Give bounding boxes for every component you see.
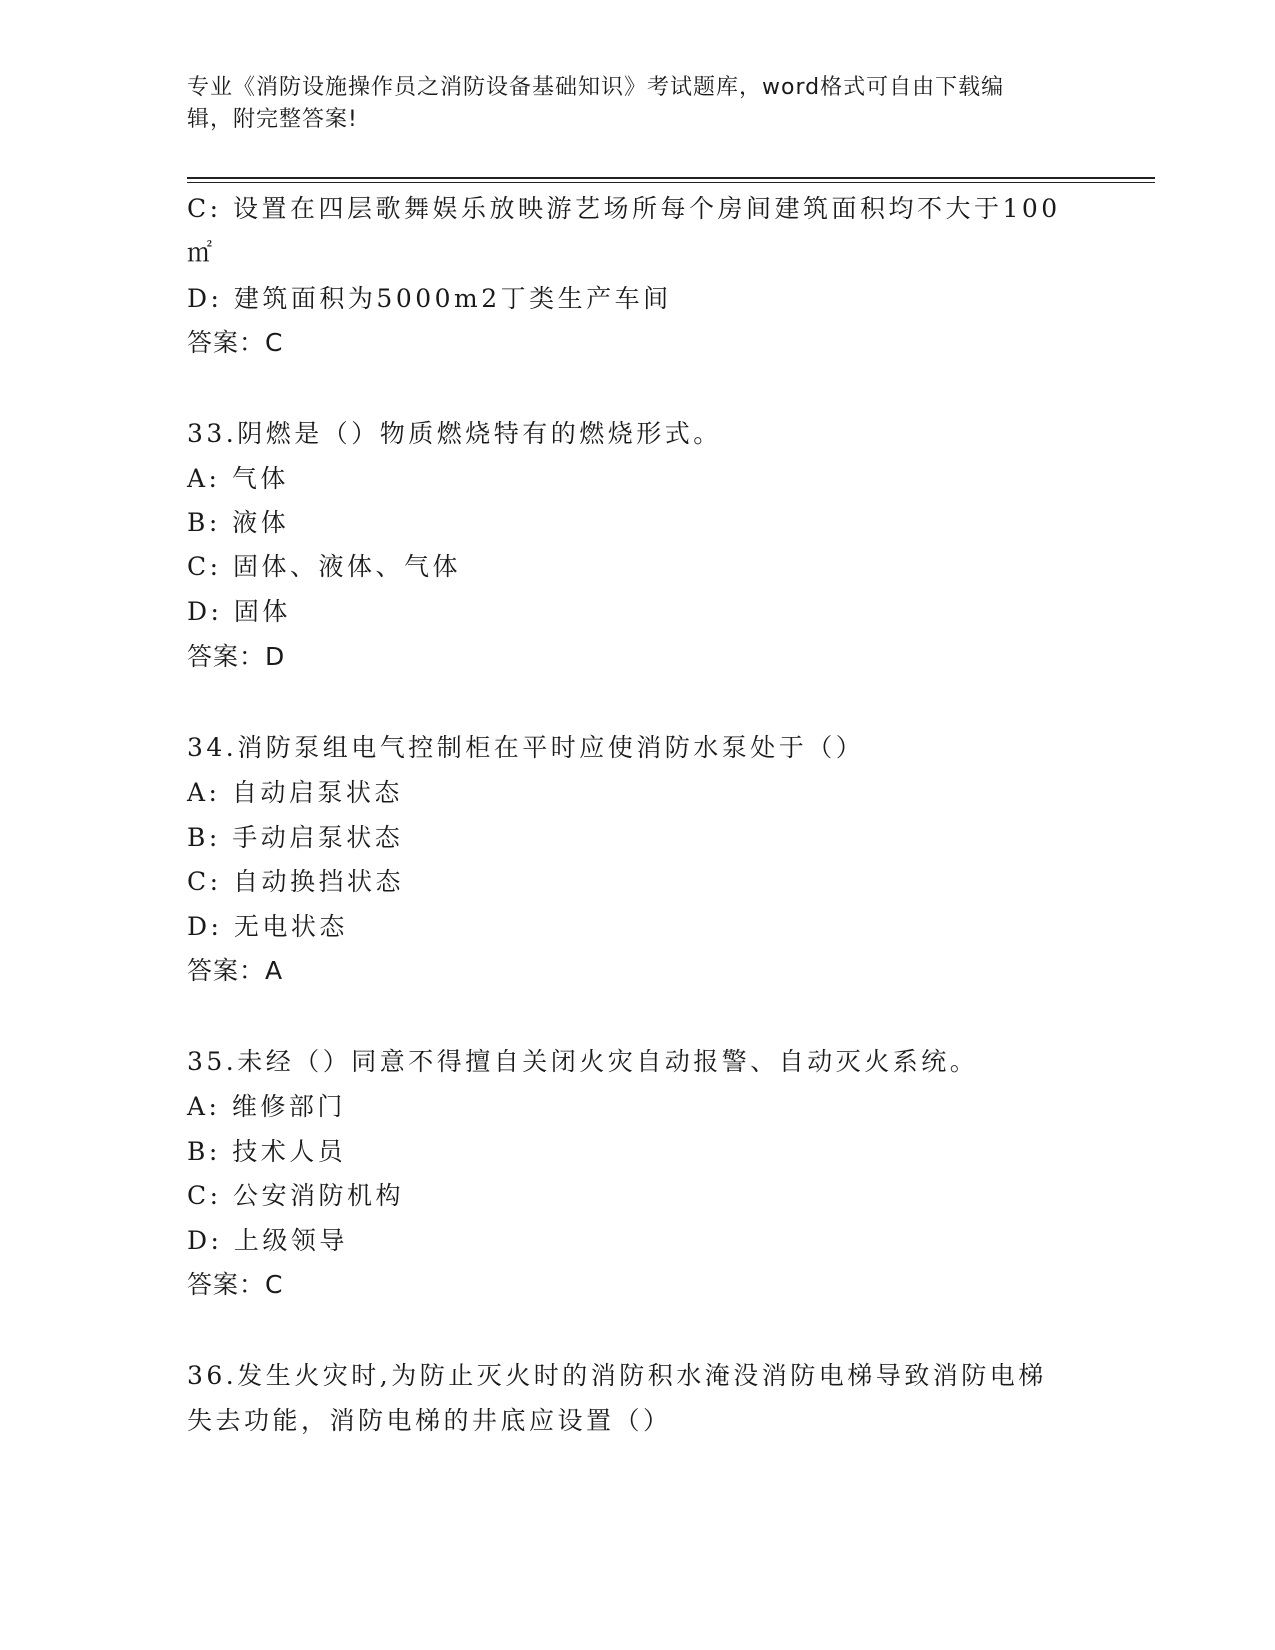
option-c-line-1: C: 设置在四层歌舞娱乐放映游艺场所每个房间建筑面积均不大于100 — [187, 194, 1061, 223]
question-33-answer: 答案：D — [187, 642, 286, 671]
option-c-line-2: ㎡ — [187, 238, 216, 267]
question-34-option-a: A: 自动启泵状态 — [187, 778, 403, 807]
question-35-answer: 答案：C — [187, 1270, 284, 1299]
answer: 答案：C — [187, 328, 284, 357]
question-33-stem: 33.阴燃是（）物质燃烧特有的燃烧形式。 — [187, 419, 722, 448]
question-34-answer: 答案：A — [187, 956, 284, 985]
header-divider-thick — [187, 177, 1155, 179]
header-divider-thin — [187, 182, 1155, 183]
question-36-stem-line-1: 36.发生火灾时,为防止灭火时的消防积水淹没消防电梯导致消防电梯 — [187, 1361, 1047, 1390]
question-35-stem: 35.未经（）同意不得擅自关闭火灾自动报警、自动灭火系统。 — [187, 1047, 979, 1076]
question-35-option-b: B: 技术人员 — [187, 1137, 347, 1166]
option-d: D: 建筑面积为5000m2丁类生产车间 — [187, 284, 672, 313]
question-34-option-d: D: 无电状态 — [187, 912, 348, 941]
question-33-option-b: B: 液体 — [187, 508, 290, 537]
header-line-1: 专业《消防设施操作员之消防设备基础知识》考试题库，word格式可自由下载编 — [187, 75, 1005, 100]
question-35-option-a: A: 维修部门 — [187, 1092, 346, 1121]
question-34-stem: 34.消防泵组电气控制柜在平时应使消防水泵处于（） — [187, 733, 865, 762]
question-33-option-c: C: 固体、液体、气体 — [187, 552, 461, 581]
document-header — [187, 72, 1067, 136]
question-35-option-d: D: 上级领导 — [187, 1226, 348, 1255]
header-line-2: 辑，附完整答案! — [187, 107, 358, 132]
question-33-option-d: D: 固体 — [187, 597, 291, 626]
question-33-option-a: A: 气体 — [187, 464, 289, 493]
question-36-stem-line-2: 失去功能，消防电梯的井底应设置（） — [187, 1406, 672, 1435]
question-35-option-c: C: 公安消防机构 — [187, 1181, 404, 1210]
question-34-option-c: C: 自动换挡状态 — [187, 867, 404, 896]
question-34-option-b: B: 手动启泵状态 — [187, 823, 404, 852]
